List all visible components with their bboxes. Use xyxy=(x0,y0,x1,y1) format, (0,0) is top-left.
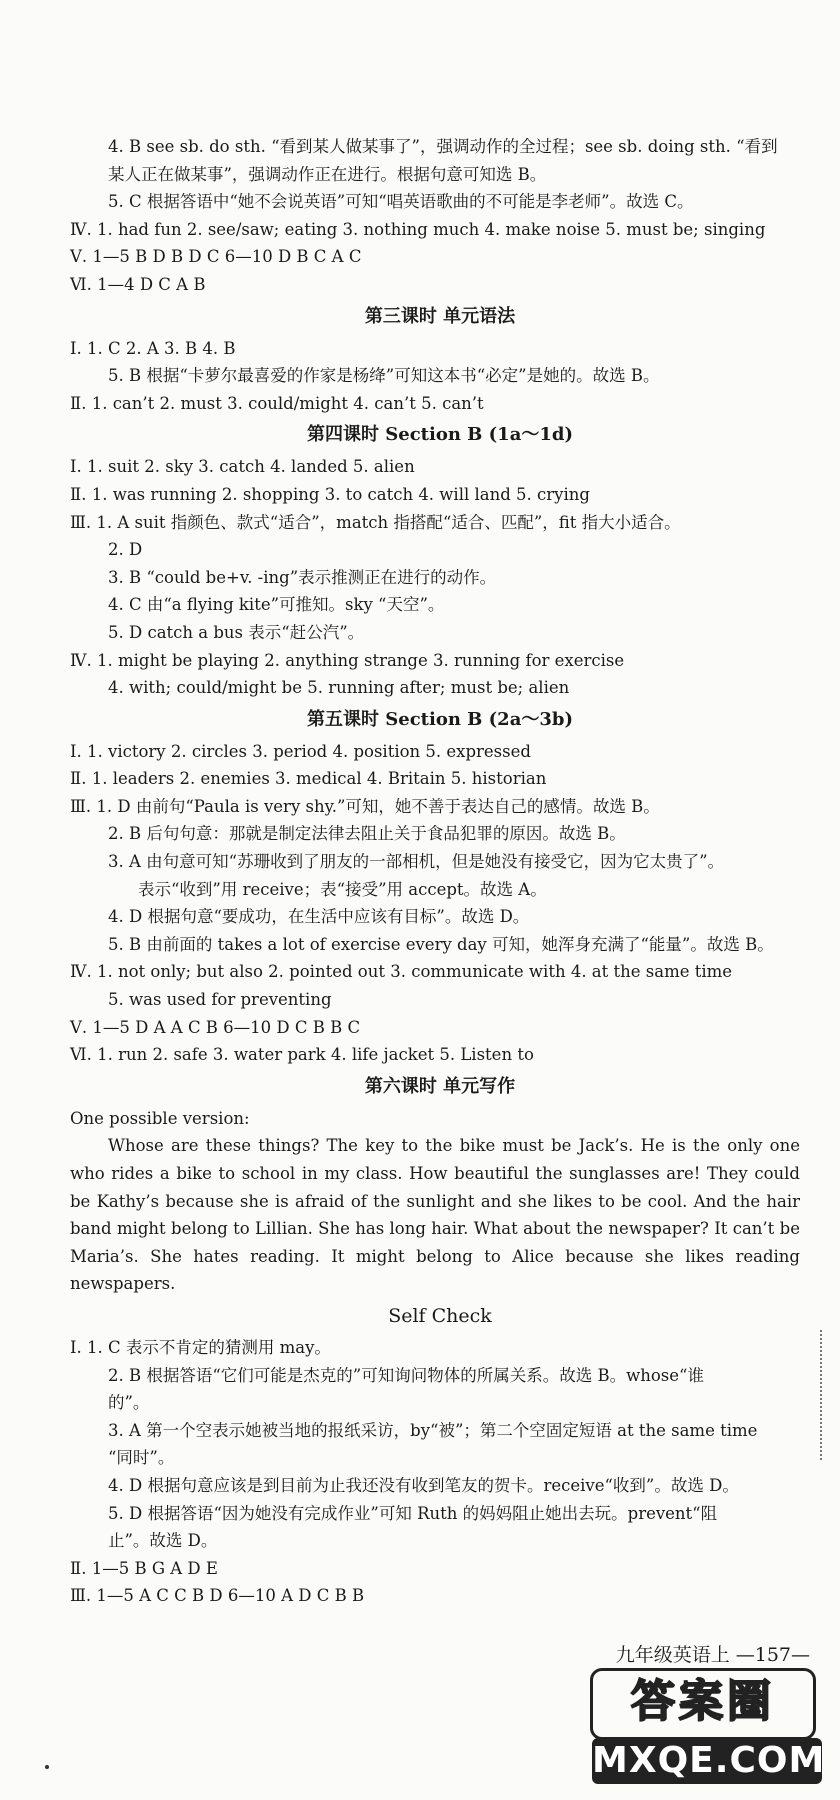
section-top-answers xyxy=(70,133,810,299)
answer-line: Ⅵ. 1. run 2. safe 3. water park 4. life jacket 5. Listen to xyxy=(70,1045,534,1065)
section-lesson-4 xyxy=(70,453,810,701)
answer-line: 4. with; could/might be 5. running after; must be; alien xyxy=(108,678,570,698)
answer-line: Ⅴ. 1—5 B D B D C 6—10 D B C A C xyxy=(70,247,362,267)
answer-line: Ⅵ. 1—4 D C A B xyxy=(70,274,206,294)
answer-line: Ⅱ. 1. was running 2. shopping 3. to catch 4. will land 5. crying xyxy=(70,484,590,504)
page-footer: 九年级英语上 —157— xyxy=(615,1644,810,1666)
answer-line: 4. D 根据句意应该是到目前为止我还没有收到笔友的贺卡。receive“收到”。故选 D。 xyxy=(108,1475,739,1495)
answer-line: 4. C 由“a flying kite”可推知。sky “天空”。 xyxy=(108,595,445,615)
section-self-check xyxy=(70,1334,810,1610)
answer-line: Ⅰ. 1. victory 2. circles 3. period 4. position 5. expressed xyxy=(70,741,531,761)
heading-lesson-3: 第三课时 单元语法 xyxy=(364,305,516,327)
answer-line: Ⅱ. 1—5 B G A D E xyxy=(70,1558,218,1578)
answer-line: Ⅰ. 1. C 表示不肯定的猜测用 may。 xyxy=(70,1337,331,1357)
answer-line: 2. B 后句句意：那就是制定法律去阻止关于食品犯罪的原因。故选 B。 xyxy=(108,824,626,844)
answer-line: 某人正在做某事”，强调动作正在进行。根据句意可知选 B。 xyxy=(108,164,547,184)
answer-line: Ⅱ. 1. can’t 2. must 3. could/might 4. can’t 5. can’t xyxy=(70,393,484,413)
section-lesson-3 xyxy=(70,335,810,418)
answer-line: 5. was used for preventing xyxy=(108,990,332,1010)
answer-line: Ⅱ. 1. leaders 2. enemies 3. medical 4. Britain 5. historian xyxy=(70,769,547,789)
heading-lesson-5: 第五课时 Section B (2a～3b) xyxy=(306,708,573,730)
answer-line: 5. B 根据“卡萝尔最喜爱的作家是杨绛”可知这本书“必定”是她的。故选 B。 xyxy=(108,366,660,386)
stray-dot xyxy=(45,1765,49,1769)
essay-body: Whose are these things? The key to the bike must be Jack’s. He is the only one who rides a bike to school in my class. How beautiful the sunglasses are! They could be Kathy’s because she is afraid of the sunlight and she likes to be cool. And the hair band might belong to Lillian. She has long hair. What about the newspaper? It can’t be Maria’s. She hates reading. It might belong to Alice because she likes reading newspapers. xyxy=(70,1136,800,1294)
answer-line: 3. A 第一个空表示她被当地的报纸采访，by“被”；第二个空固定短语 at the same time xyxy=(108,1420,758,1440)
watermark-logo xyxy=(562,1668,826,1788)
answer-line: 2. D xyxy=(108,540,143,560)
watermark-badge: 答案圈 xyxy=(590,1668,816,1740)
answer-line: 的”。 xyxy=(108,1393,150,1413)
answer-line: 5. B 由前面的 takes a lot of exercise every day 可知，她浑身充满了“能量”。故选 B。 xyxy=(108,934,774,954)
essay-intro: One possible version: xyxy=(70,1108,250,1128)
answer-line: 3. B “could be+v. -ing”表示推测正在进行的动作。 xyxy=(108,567,497,587)
answer-line: 5. D 根据答语“因为她没有完成作业”可知 Ruth 的妈妈阻止她出去玩。prevent“阻 xyxy=(108,1503,718,1523)
answer-line: Ⅴ. 1—5 D A A C B 6—10 D C B B C xyxy=(70,1017,361,1037)
answer-line: 表示“收到”用 receive；表“接受”用 accept。故选 A。 xyxy=(138,879,547,899)
answer-line: Ⅳ. 1. might be playing 2. anything strange 3. running for exercise xyxy=(70,650,625,670)
answer-line: 5. C 根据答语中“她不会说英语”可知“唱英语歌曲的不可能是李老师”。故选 C。 xyxy=(108,192,694,212)
watermark-site: MXQE.COM xyxy=(592,1738,822,1784)
answer-line: 2. B 根据答语“它们可能是杰克的”可知询问物体的所属关系。故选 B。whose“谁 xyxy=(108,1365,704,1385)
answer-line: Ⅰ. 1. C 2. A 3. B 4. B xyxy=(70,338,236,358)
answer-line: 4. D 根据句意“要成功，在生活中应该有目标”。故选 D。 xyxy=(108,907,530,927)
margin-dotted-line xyxy=(820,1330,822,1460)
answer-line: Ⅳ. 1. not only; but also 2. pointed out 3. communicate with 4. at the same time xyxy=(70,962,733,982)
heading-self-check: Self Check xyxy=(388,1304,492,1327)
answer-line: Ⅲ. 1—5 A C C B D 6—10 A D C B B xyxy=(70,1586,365,1606)
answer-line: 止”。故选 D。 xyxy=(108,1531,218,1551)
heading-lesson-6: 第六课时 单元写作 xyxy=(364,1075,516,1097)
answer-line: 3. A 由句意可知“苏珊收到了朋友的一部相机，但是她没有接受它，因为它太贵了”。 xyxy=(108,852,725,872)
answer-line: 5. D catch a bus 表示“赶公汽”。 xyxy=(108,622,365,642)
section-lesson-5 xyxy=(70,738,810,1069)
answer-line: Ⅲ. 1. A suit 指颜色、款式“适合”，match 指搭配“适合、匹配”，fit 指大小适合。 xyxy=(70,512,681,532)
answer-line: Ⅳ. 1. had fun 2. see/saw; eating 3. nothing much 4. make noise 5. must be; singing xyxy=(70,219,766,239)
heading-lesson-4: 第四课时 Section B (1a～1d) xyxy=(306,424,573,446)
answer-line: 4. B see sb. do sth. “看到某人做某事了”，强调动作的全过程；see sb. doing sth. “看到 xyxy=(108,137,778,156)
answer-line: Ⅲ. 1. D 由前句“Paula is very shy.”可知，她不善于表达自己的感情。故选 B。 xyxy=(70,796,660,816)
answer-line: Ⅰ. 1. suit 2. sky 3. catch 4. landed 5. alien xyxy=(70,457,415,477)
answer-content xyxy=(70,133,810,1610)
answer-line: “同时”。 xyxy=(108,1448,175,1468)
